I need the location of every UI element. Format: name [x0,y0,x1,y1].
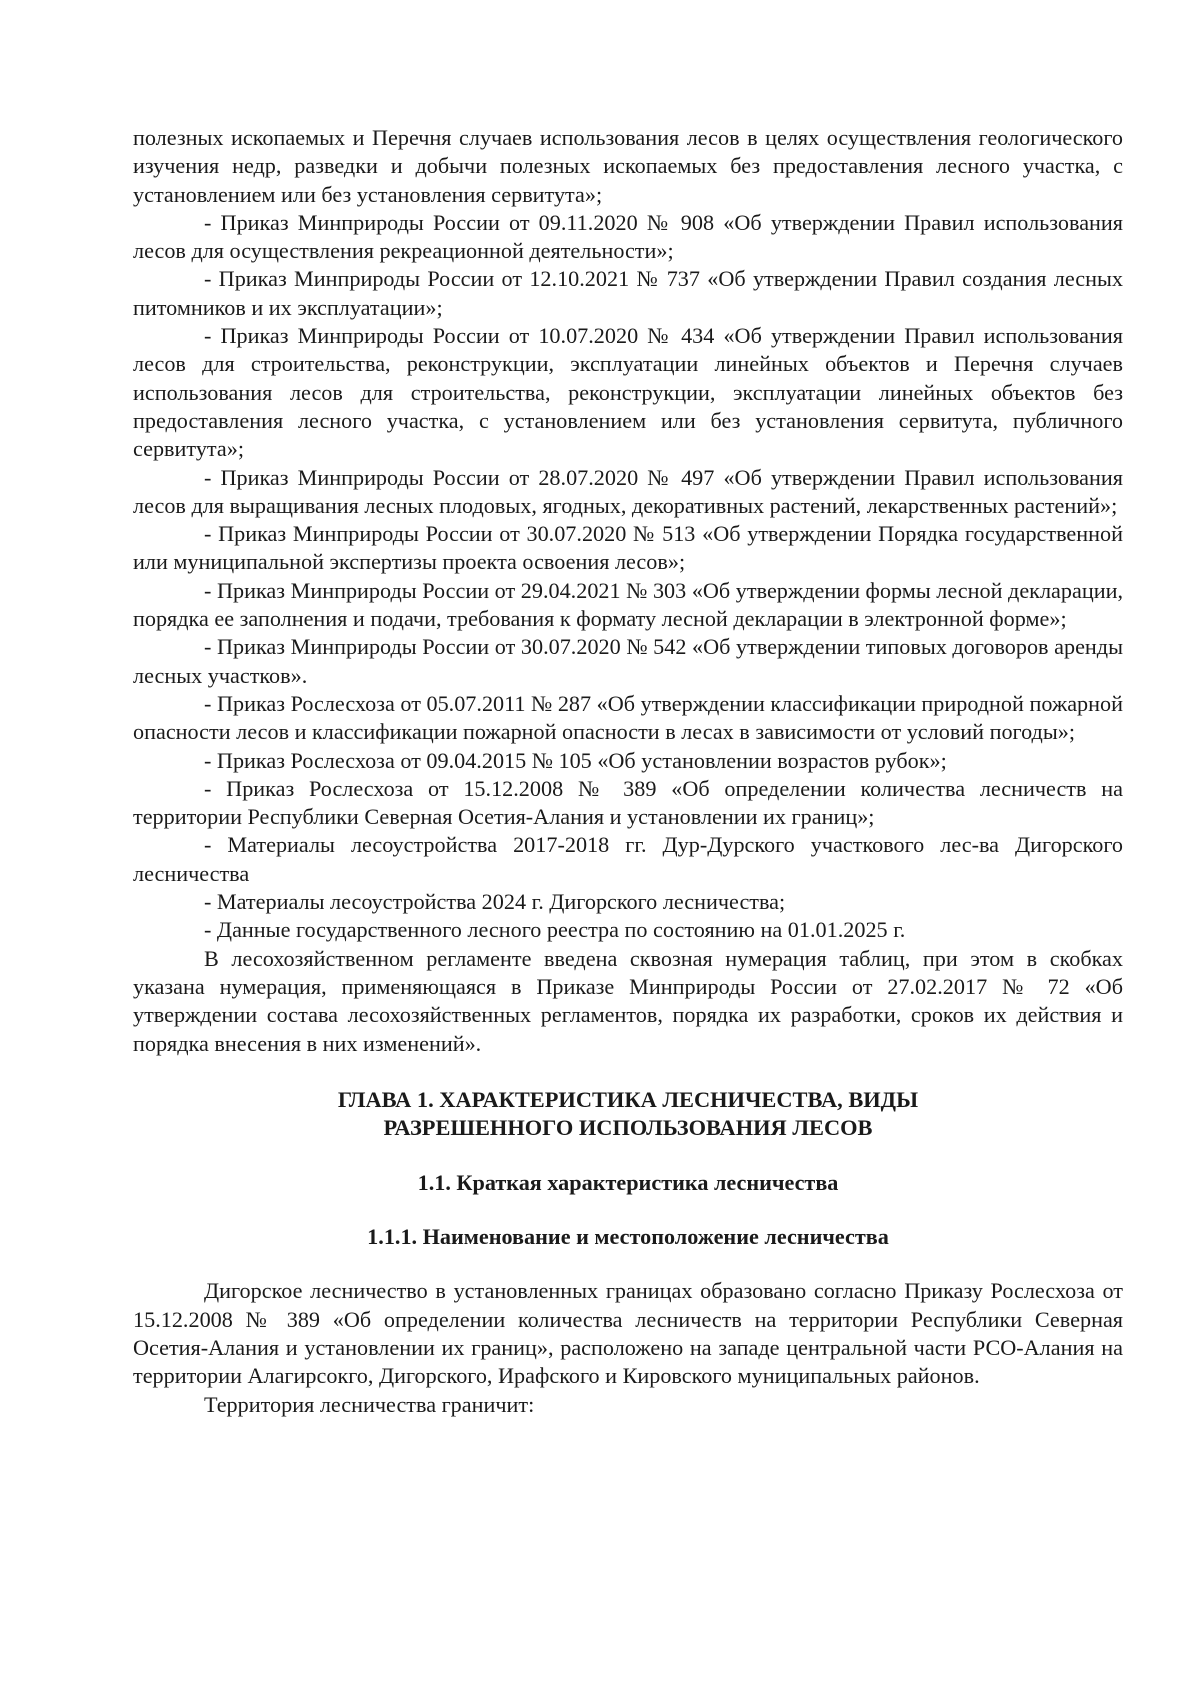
list-item: - Материалы лесоустройства 2017-2018 гг. Дур-Дурского участкового лес-ва Дигорского лесничества [133,832,1123,886]
list-item: - Приказ Рослесхоза от 09.04.2015 № 105 «Об установлении возрастов рубок»; [204,747,947,773]
intro-continuation: полезных ископаемых и Перечня случаев использования лесов в целях осуществления геологического изучения недр, разведки и добычи полезных ископаемых без предоставления лесного участка, с установлением или без установления сервитута»; [133,125,1123,207]
borders-intro: Территория лесничества граничит: [204,1391,535,1417]
list-item: - Приказ Рослесхоза от 05.07.2011 № 287 «Об утверждении классификации природной пожарной опасности лесов и классификации пожарной опасности в лесах в зависимости от условий погоды»; [133,690,1123,745]
subsection-title: 1.1.1. Наименование и местоположение лесничества [367,1224,889,1250]
body-paragraph: Дигорское лесничество в установленных границах образовано согласно Приказу Рослесхоза от 15.12.2008 № 389 «Об определении количества лесничеств на территории Республики Северная Осетия-Алания и установлении их границ», расположено на западе центральной части РСО-Алания на территории Алагирсокго, Дигорского, Ирафского и Кировского муниципальных районов. [133,1278,1123,1389]
section-title: 1.1. Краткая характеристика лесничества [417,1169,839,1195]
chapter-title [133,1086,1123,1143]
list-item: - Приказ Минприроды России от 30.07.2020 № 513 «Об утверждении Порядка государственной или муниципальной экспертизы проекта освоения лесов»; [133,521,1123,575]
list-item: - Приказ Минприроды России от 29.04.2021 № 303 «Об утверждении формы лесной декларации, порядка ее заполнения и подачи, требования к формату лесной декларации в электронной форме»; [133,577,1123,632]
list-item: - Приказ Минприроды России от 12.10.2021 № 737 «Об утверждении Правил создания лесных питомников и их эксплуатации»; [133,266,1123,320]
numbering-note: В лесохозяйственном регламенте введена сквозная нумерация таблиц, при этом в скобках указана нумерация, применяющаяся в Приказе Минприроды России от 27.02.2017 № 72 «Об утверждении состава лесохозяйственных регламентов, порядка их разработки, сроков их действия и порядка внесения в них изменений». [133,945,1123,1056]
list-item: - Приказ Минприроды России от 30.07.2020 № 542 «Об утверждении типовых договоров аренды лесных участков». [133,634,1123,688]
chapter-title-line: ГЛАВА 1. ХАРАКТЕРИСТИКА ЛЕСНИЧЕСТВА, ВИДЫ [337,1086,919,1112]
list-item: - Приказ Рослесхоза от 15.12.2008 № 389 «Об определении количества лесничеств на территории Республики Северная Осетия-Алания и установлении их границ»; [133,775,1123,830]
list-item: - Приказ Минприроды России от 28.07.2020 № 497 «Об утверждении Правил использования лесов для выращивания лесных плодовых, ягодных, декоративных растений, лекарственных растений»; [133,464,1123,518]
list-item: - Данные государственного лесного реестра по состоянию на 01.01.2025 г. [204,917,906,943]
chapter-title-line: РАЗРЕШЕННОГО ИСПОЛЬЗОВАНИЯ ЛЕСОВ [383,1115,873,1141]
list-item: - Приказ Минприроды России от 10.07.2020 № 434 «Об утверждении Правил использования лесов для строительства, реконструкции, эксплуатации линейных объектов и Перечня случаев использования лесов для строительства, реконструкции, эксплуатации линейных объектов без предоставления лесного участка, с установлением или без установления сервитута, публичного сервитута»; [133,323,1123,462]
document-page [133,124,1123,1419]
list-item: - Приказ Минприроды России от 09.11.2020 № 908 «Об утверждении Правил использования лесов для осуществления рекреационной деятельности»; [133,209,1123,264]
list-item: - Материалы лесоустройства 2024 г. Дигорского лесничества; [204,889,786,915]
